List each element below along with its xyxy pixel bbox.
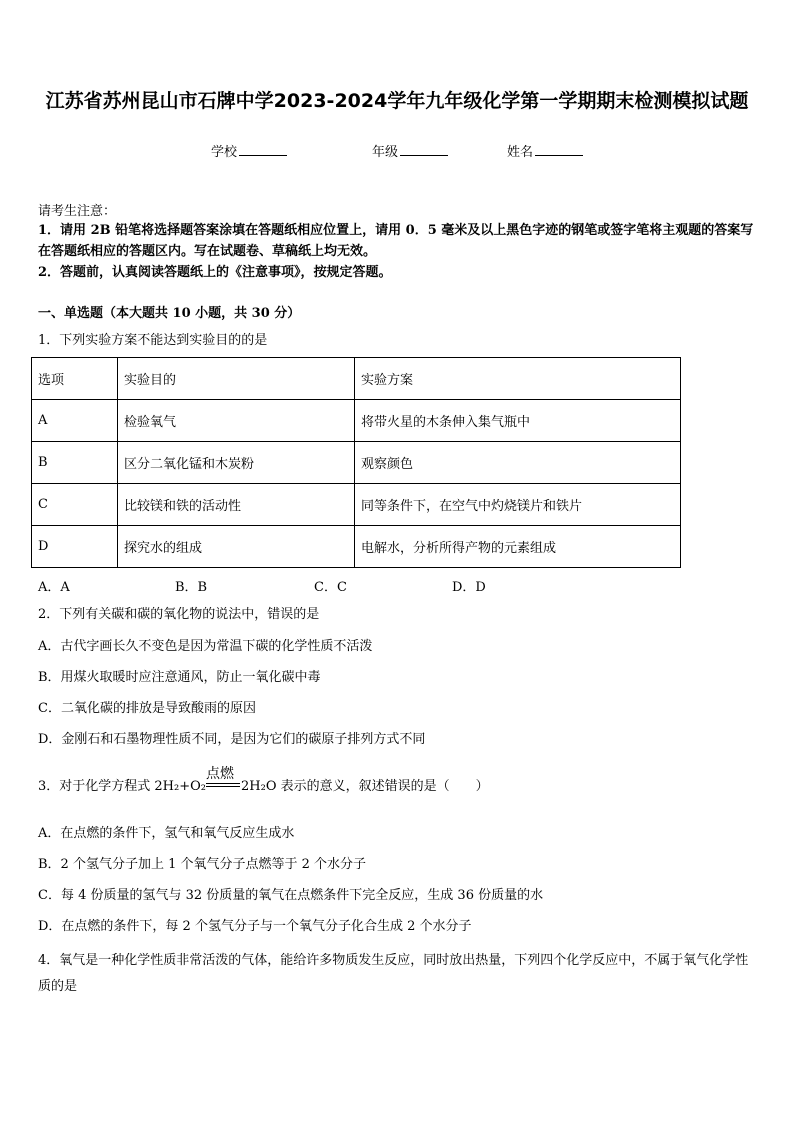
table-row xyxy=(32,484,681,526)
grade-label: 年级 xyxy=(372,145,399,160)
table-cell: 观察颜色 xyxy=(355,442,681,484)
q3-option-b: B．2 个氢气分子加上 1 个氧气分子点燃等于 2 个水分子 xyxy=(38,857,367,872)
notice-item-1: 1．请用 2B 铅笔将选择题答案涂填在答题纸相应位置上，请用 0．5 毫米及以上黑色字迹的钢笔或签字笔将主观题的答案写在答题纸相应的答题区内。写在试题卷、草稿纸上均无效。 xyxy=(38,223,754,259)
table-cell: 将带火星的木条伸入集气瓶中 xyxy=(355,400,681,442)
q1-option-b: B．B xyxy=(175,580,208,595)
q2-option-c: C．二氧化碳的排放是导致酸雨的原因 xyxy=(38,701,256,716)
table-header-cell: 实验目的 xyxy=(118,358,355,400)
table-cell: 同等条件下，在空气中灼烧镁片和铁片 xyxy=(355,484,681,526)
grade-field xyxy=(372,141,448,160)
table-row xyxy=(32,442,681,484)
table-cell: A xyxy=(32,400,118,442)
q2-option-a: A．古代字画长久不变色是因为常温下碳的化学性质不活泼 xyxy=(38,639,373,654)
q4-stem: 4．氧气是一种化学性质非常活泼的气体，能给许多物质发生反应，同时放出热量，下列四个化学反应中，不属于氧气化学性质的是 xyxy=(38,953,749,994)
school-label: 学校 xyxy=(211,145,238,160)
table-row xyxy=(32,400,681,442)
notice-item-2: 2．答题前，认真阅读答题纸上的《注意事项》，按规定答题。 xyxy=(38,265,392,280)
table-cell: 电解水，分析所得产物的元素组成 xyxy=(355,526,681,568)
q1-option-a: A．A xyxy=(38,580,70,595)
table-cell: 比较镁和铁的活动性 xyxy=(118,484,355,526)
name-label: 姓名 xyxy=(507,145,534,160)
table-header-cell: 实验方案 xyxy=(355,358,681,400)
table-cell: 检验氧气 xyxy=(118,400,355,442)
q2-option-b: B．用煤火取暖时应注意通风，防止一氧化碳中毒 xyxy=(38,670,321,685)
q1-option-c: C．C xyxy=(314,580,347,595)
table-cell: B xyxy=(32,442,118,484)
q3-option-d: D．在点燃的条件下，每 2 个氢气分子与一个氧气分子化合生成 2 个水分子 xyxy=(38,919,472,934)
school-blank xyxy=(239,143,287,156)
q3-option-c: C．每 4 份质量的氢气与 32 份质量的氧气在点燃条件下完全反应，生成 36 份质量的水 xyxy=(38,888,544,903)
q1-option-d: D．D xyxy=(452,580,486,595)
table-row xyxy=(32,526,681,568)
notice-head: 请考生注意： xyxy=(38,204,117,219)
q1-table xyxy=(31,357,681,568)
q3-stem-suffix: 2H₂O 表示的意义，叙述错误的是（ ） xyxy=(241,779,489,794)
page-title: 江苏省苏州昆山市石牌中学2023-2024学年九年级化学第一学期期末检测模拟试题 xyxy=(45,90,749,112)
q2-option-d: D．金刚石和石墨物理性质不同，是因为它们的碳原子排列方式不同 xyxy=(38,732,426,747)
table-cell: 探究水的组成 xyxy=(118,526,355,568)
q3-stem-prefix: 3．对于化学方程式 2H₂+O₂ xyxy=(38,779,206,794)
q3-option-a: A．在点燃的条件下，氢气和氧气反应生成水 xyxy=(38,826,295,841)
q1-stem: 1．下列实验方案不能达到实验目的的是 xyxy=(38,333,268,348)
table-header-cell: 选项 xyxy=(32,358,118,400)
table-cell: D xyxy=(32,526,118,568)
name-field xyxy=(507,141,583,160)
table-cell: 区分二氧化锰和木炭粉 xyxy=(118,442,355,484)
q2-stem: 2．下列有关碳和碳的氧化物的说法中，错误的是 xyxy=(38,607,320,622)
school-field xyxy=(211,141,287,160)
table-header-row xyxy=(32,358,681,400)
q3-condition: 点燃 xyxy=(206,766,234,782)
table-cell: C xyxy=(32,484,118,526)
name-blank xyxy=(535,143,583,156)
section-heading: 一、单选题（本大题共 10 小题，共 30 分） xyxy=(38,306,301,321)
grade-blank xyxy=(400,143,448,156)
equation-bar xyxy=(206,783,240,787)
